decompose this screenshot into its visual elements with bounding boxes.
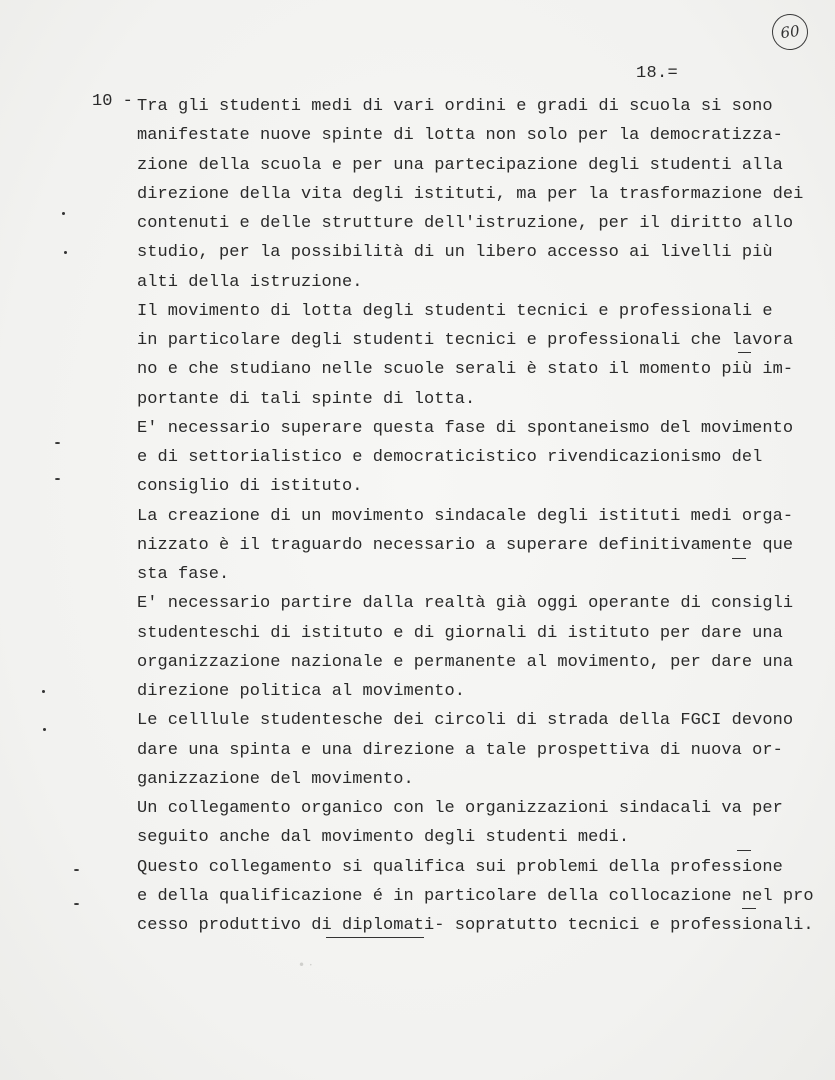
margin-mark (62, 212, 65, 215)
margin-mark (43, 728, 46, 731)
text-line: manifestate nuove spinte di lotta non solo per la democratizza- (137, 126, 783, 146)
underline-mark (326, 937, 424, 938)
paper-smudge: • · (298, 958, 313, 972)
underline-mark (732, 558, 746, 559)
text-line: e di settorialistico e democraticistico rivendicazionismo del (137, 448, 763, 467)
text-line: Questo collegamento si qualifica sui problemi della professione (137, 857, 783, 877)
text-line: E' necessario superare questa fase di spontaneismo del movimento (137, 418, 794, 438)
section-number: 10 - (92, 92, 133, 111)
text-line: seguito anche dal movimento degli studenti medi. (137, 828, 630, 848)
text-line: E' necessario partire dalla realtà già oggi operante di consigli (137, 594, 794, 614)
text-line: La creazione di un movimento sindacale degli istituti medi orga- (137, 506, 794, 526)
margin-mark (55, 442, 60, 444)
text-line: sta fase. (137, 565, 230, 584)
text-line: studenteschi di istituto e di giornali di istituto per dare una (137, 623, 783, 643)
page-stamp-circle (770, 12, 811, 53)
text-line: direzione politica al movimento. (137, 682, 466, 701)
text-line: dare una spinta e una direzione a tale prospettiva di nuova or- (137, 740, 783, 760)
text-line: in particolare degli studenti tecnici e professionali che lavora (137, 331, 794, 350)
text-line: consiglio di istituto. (137, 477, 363, 497)
text-line: contenuti e delle strutture dell'istruzione, per il diritto allo (137, 214, 794, 233)
text-line: e della qualificazione é in particolare della collocazione nel pro (137, 886, 814, 906)
text-line: zione della scuola e per una partecipazione degli studenti alla (137, 155, 783, 175)
margin-mark (74, 903, 79, 905)
text-line: no e che studiano nelle scuole serali è stato il momento più im- (137, 360, 794, 380)
text-line: Il movimento di lotta degli studenti tecnici e professionali e (137, 301, 773, 321)
text-line: Le celllule studentesche dei circoli di strada della FGCI devono (137, 711, 794, 731)
underline-mark (742, 908, 756, 909)
text-line: Un collegamento organico con le organizzazioni sindacali va per (137, 799, 783, 818)
text-line: organizzazione nazionale e permanente al movimento, per dare una (137, 652, 794, 672)
text-line: Tra gli studenti medi di vari ordini e gradi di scuola si sono (137, 97, 773, 116)
text-line: studio, per la possibilità di un libero accesso ai livelli più (137, 243, 773, 263)
margin-mark (74, 869, 79, 871)
body-text (137, 92, 814, 940)
text-line: cesso produttivo di diplomati- sopratutto tecnici e professionali. (137, 916, 814, 935)
margin-mark (55, 478, 60, 480)
underline-mark (737, 850, 751, 851)
text-line: ganizzazione del movimento. (137, 769, 414, 789)
underline-mark (738, 352, 751, 353)
margin-mark (64, 251, 67, 254)
stamp-label: 60 (779, 21, 801, 43)
text-line: direzione della vita degli istituti, ma per la trasformazione dei (137, 184, 804, 204)
page-number: 18.= (636, 64, 679, 83)
text-line: portante di tali spinte di lotta. (137, 389, 476, 409)
text-line: nizzato è il traguardo necessario a superare definitivamente que (137, 535, 794, 555)
text-line: alti della istruzione. (137, 272, 363, 292)
margin-mark (42, 690, 45, 693)
